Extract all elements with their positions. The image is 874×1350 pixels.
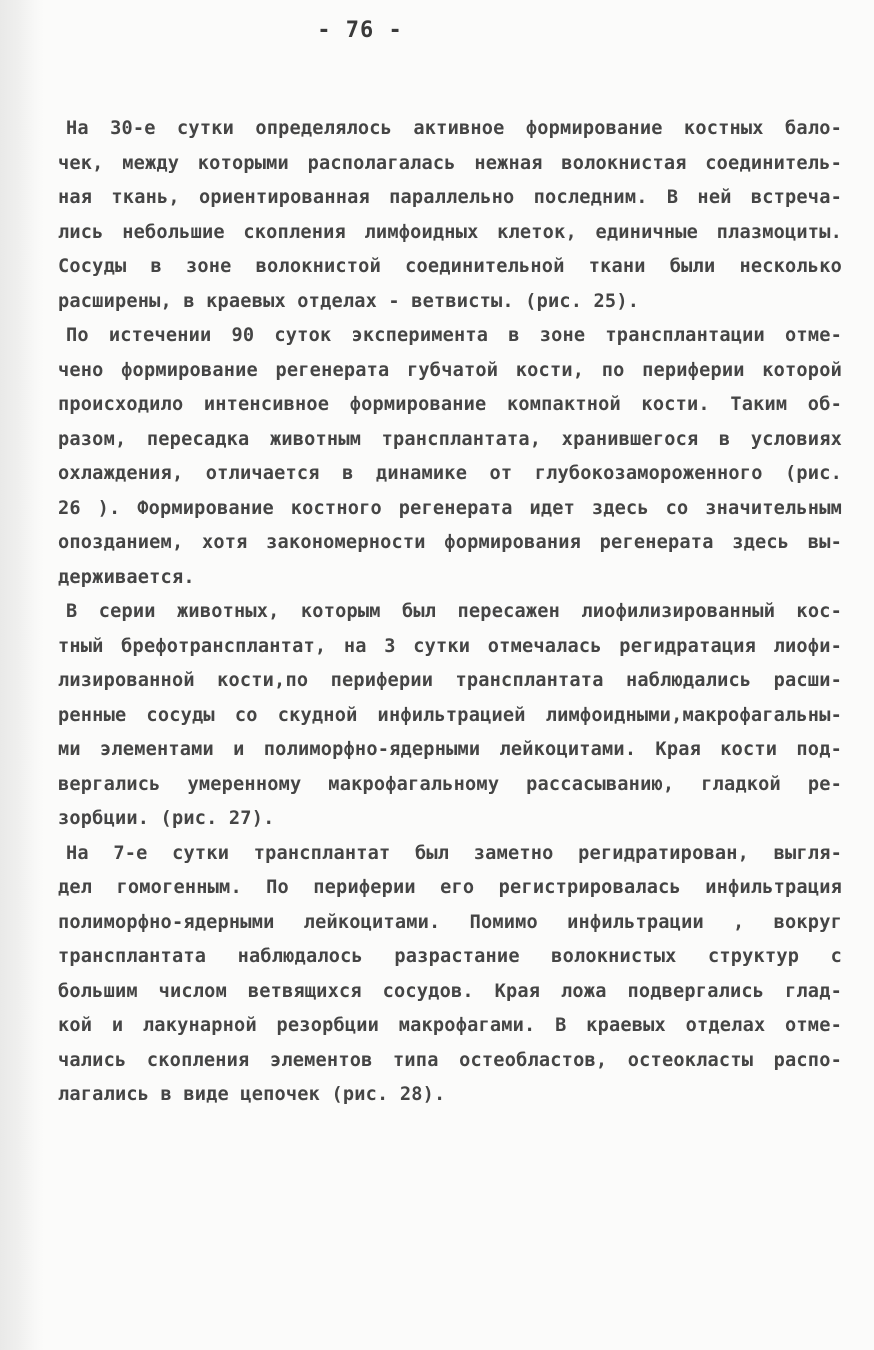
binding-edge-shadow [0,0,44,1350]
text-line: охлаждения, отличается в динамике от глубокозамороженного (рис. [58,463,842,484]
text-line: опозданием, хотя закономерности формирования регенерата здесь вы- [58,532,842,553]
text-line: кой и лакунарной резорбции макрофагами. В краевых отделах отме- [58,1015,842,1036]
paragraph [58,319,842,595]
paragraph [58,595,842,837]
paragraph [58,837,842,1113]
text-line: лись небольшие скопления лимфоидных клеток, единичные плазмоциты. [58,221,842,243]
text-line: ная ткань, ориентированная параллельно последним. В ней встреча- [58,187,842,208]
text-line: По истечении 90 суток эксперимента в зоне трансплантации отме- [66,325,842,346]
text-line: Сосуды в зоне волокнистой соединительной ткани были несколько [58,256,842,277]
page-number: - 76 - [317,18,403,43]
text-line: лизированной кости,по периферии трансплантата наблюдались расши- [58,670,842,691]
text-line: лагались в виде цепочек (рис. 28). [58,1084,446,1105]
text-line: большим числом ветвящихся сосудов. Края ложа подвергались глад- [58,980,842,1002]
text-line: В серии животных, которым был пересажен лиофилизированный кос- [66,601,842,622]
text-line: чено формирование регенерата губчатой кости, по периферии которой [58,359,842,381]
body-text [58,112,842,1113]
text-line: На 7-е сутки трансплантат был заметно регидратирован, выгля- [66,842,842,864]
text-line: ренные сосуды со скудной инфильтрацией лимфоидными,макрофагальны- [58,704,842,726]
text-line: трансплантата наблюдалось разрастание волокнистых структур с [58,946,842,967]
text-line: дел гомогенным. По периферии его регистрировалась инфильтрация [58,877,842,898]
text-line: На 30-е сутки определялось активное формирование костных бало- [66,118,842,139]
text-line: тный брефотрансплантат, на 3 сутки отмечалась регидратация лиофи- [58,635,842,657]
text-line: разом, пересадка животным трансплантата, хранившегося в условиях [58,428,842,450]
text-line: чались скопления элементов типа остеобластов, остеокласты распо- [58,1049,842,1071]
text-line: зорбции. (рис. 27). [58,808,275,829]
text-line: держивается. [58,566,195,588]
text-line: полиморфно-ядерными лейкоцитами. Помимо инфильтрации , вокруг [58,911,842,933]
text-line: происходило интенсивное формирование компактной кости. Таким об- [58,394,842,415]
text-line: вергались умеренному макрофагальному рассасыванию, гладкой ре- [58,773,842,795]
text-line: расширены, в краевых отделах - ветвисты. (рис. 25). [58,290,640,312]
text-line: ми элементами и полиморфно-ядерными лейкоцитами. Края кости под- [58,739,842,760]
text-line: 26 ). Формирование костного регенерата идет здесь со значительным [58,497,842,519]
paragraph [58,112,842,319]
text-line: чек, между которыми располагалась нежная волокнистая соединитель- [58,152,842,174]
